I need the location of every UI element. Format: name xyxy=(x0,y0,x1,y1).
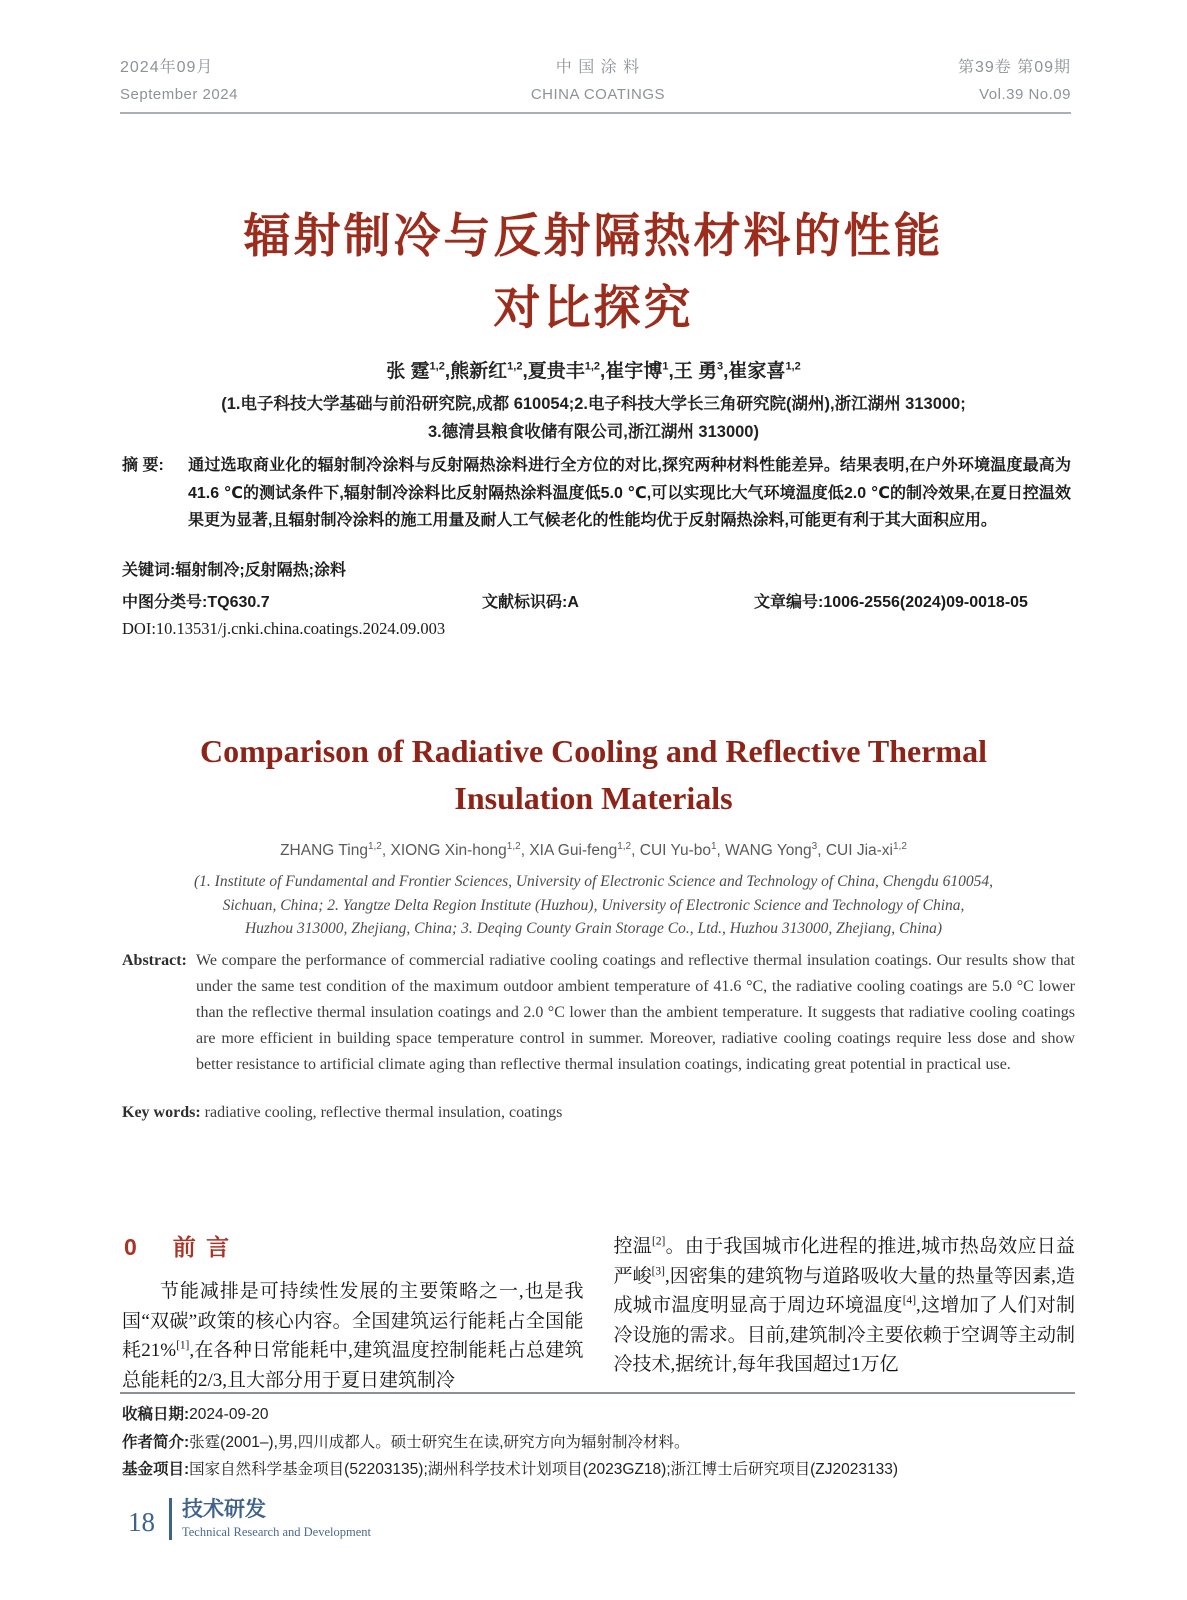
article-title-en-line2: Insulation Materials xyxy=(454,780,733,816)
abstract-en-text: We compare the performance of commercial radiative cooling coatings and reflective thermal insulation coatings. Our results show that under the same test condition of the maximum outdoor ambient temperature of 41.6 °C, the radiative cooling coatings are 5.0 °C lower than the reflective thermal insulation coatings and 2.0 °C lower than the ambient temperature. It suggests that radiative cooling coatings are more efficient in building space temperature control in summer. Moreover, radiative cooling coatings require less dose and show better resistance to artificial climate aging than reflective thermal insulation coatings, indicating great potential in practical use. xyxy=(196,952,1075,1073)
header-volume-issue xyxy=(958,54,1071,108)
keywords-en-text: radiative cooling, reflective thermal insulation, coatings xyxy=(204,1104,563,1121)
footer-column-en: Technical Research and Development xyxy=(182,1525,371,1539)
keywords-en xyxy=(122,1104,562,1122)
abstract-cn xyxy=(122,452,1071,535)
affiliations-en: (1. Institute of Fundamental and Frontier Sciences, University of Electronic Science and Technology of China, Chengdu 610054, Sichuan, China; 2. Yangtze Delta Region Institute (Huzhou), University of Electronic Science and Technology of China, Huzhou 313000, Zhejiang, China; 3. Deqing County Grain Storage Co., Ltd., Huzhou 313000, Zhejiang, China) xyxy=(194,873,993,937)
section-title: 前 言 xyxy=(172,1234,232,1260)
authors-cn: 张 霆$^{1,2}$,熊新红$^{1,2}$,夏贵丰$^{1,2}$,崔宇博$^1$,王 勇$^3$,崔家喜$^{1,2}$ xyxy=(386,360,801,382)
footnote-funding: 基金项目:国家自然科学基金项目(52203135);湖州科学技术计划项目(2023GZ18);浙江博士后研究项目(ZJ2023133) xyxy=(122,1461,899,1478)
header-issue-date xyxy=(120,54,238,108)
article-title-cn-line2: 对比探究 xyxy=(493,281,694,334)
footnotes xyxy=(122,1401,1075,1484)
abstract-en-label: Abstract: xyxy=(122,952,187,969)
issue-date-cn: 2024年09月 xyxy=(120,59,214,76)
abstract-cn-text: 通过选取商业化的辐射制冷涂料与反射隔热涂料进行全方位的对比,探究两种材料性能差异。结果表明,在户外环境温度最高为41.6 ℃的测试条件下,辐射制冷涂料比反射隔热涂料温度低5.0 ℃,可以实现比大气环境温度低2.0 ℃的制冷效果,在夏日控温效果更为显著,且辐射制冷涂料的施工用量及耐人工气候老化的性能均优于反射隔热涂料,可能更有利于其大面积应用。 xyxy=(188,457,1071,529)
keywords-cn xyxy=(122,557,346,580)
abstract-cn-label: 摘 要: xyxy=(122,457,164,474)
article-id: 文章编号:1006-2556(2024)09-0018-05 xyxy=(754,594,1028,611)
affiliations-cn xyxy=(0,390,1187,446)
body-left-column xyxy=(122,1232,584,1395)
journal-name-cn: 中 国 涂 料 xyxy=(555,59,641,76)
body-text xyxy=(122,1232,1075,1395)
affiliation-cn-line1: (1.电子科技大学基础与前沿研究院,成都 610054;2.电子科技大学长三角研究院(湖州),浙江湖州 313000; xyxy=(221,395,966,413)
keywords-en-label: Key words: xyxy=(122,1104,201,1121)
footnote-received: 收稿日期:2024-09-20 xyxy=(122,1406,269,1423)
affiliation-cn-line2: 3.德清县粮食收储有限公司,浙江湖州 313000) xyxy=(428,423,759,441)
body-paragraph-left: 节能减排是可持续性发展的主要策略之一,也是我国“双碳”政策的核心内容。全国建筑运行能耗占全国能耗21%[1],在各种日常能耗中,建筑温度控制能耗占总建筑总能耗的2/3,且大部分用于夏日建筑制冷 xyxy=(122,1281,584,1391)
abstract-en xyxy=(122,948,1075,1078)
issue-date-en: September 2024 xyxy=(120,86,238,103)
clc-number: 中图分类号:TQ630.7 xyxy=(122,594,270,611)
section-heading xyxy=(124,1232,584,1262)
article-title-cn xyxy=(0,200,1187,344)
article-title-en-line1: Comparison of Radiative Cooling and Reflective Thermal xyxy=(200,733,987,769)
page-footer xyxy=(128,1498,371,1540)
footer-column-label xyxy=(182,1498,371,1540)
keywords-cn-text: 辐射制冷;反射隔热;涂料 xyxy=(175,562,347,579)
article-title-en xyxy=(0,728,1187,822)
authors-en: ZHANG Ting$^{1,2}$, XIONG Xin-hong$^{1,2}$, XIA Gui-feng$^{1,2}$, CUI $Yu-bo^1$, WANG Yong$^3$, CUI Jia-xi$^{1,2}$ xyxy=(280,840,907,859)
volume-issue-en: Vol.39 No.09 xyxy=(979,86,1071,103)
footer-divider-bar xyxy=(169,1498,172,1540)
article-title-cn-line1: 辐射制冷与反射隔热材料的性能 xyxy=(243,209,944,262)
body-right-column xyxy=(614,1232,1076,1395)
journal-name-en: CHINA COATINGS xyxy=(530,86,666,103)
footer-column-cn: 技术研发 xyxy=(182,1498,266,1521)
body-paragraph-right: 控温[2]。由于我国城市化进程的推进,城市热岛效应日益严峻[3],因密集的建筑物与道路吸收大量的热量等因素,造成城市温度明显高于周边环境温度[4],这增加了人们对制冷设施的需求。目前,建筑制冷主要依赖于空调等主动制冷技术,据统计,每年我国超过1万亿 xyxy=(613,1235,1075,1375)
footnote-author-bio: 作者简介:张霆(2001–),男,四川成都人。硕士研究生在读,研究方向为辐射制冷材料。 xyxy=(122,1433,690,1451)
volume-issue-cn: 第39卷 第09期 xyxy=(957,59,1071,76)
doi: DOI:10.13531/j.cnki.china.coatings.2024.09.003 xyxy=(122,619,446,638)
document-code: 文献标识码:A xyxy=(482,594,579,611)
keywords-cn-label: 关键词: xyxy=(122,562,176,579)
section-number: 0 xyxy=(124,1234,137,1260)
header-divider xyxy=(120,112,1071,114)
footnote-divider xyxy=(120,1392,1075,1394)
header-journal-name xyxy=(531,54,665,108)
journal-header xyxy=(120,54,1071,108)
classification-row xyxy=(122,589,1071,612)
page-number: 18 xyxy=(128,1507,155,1537)
